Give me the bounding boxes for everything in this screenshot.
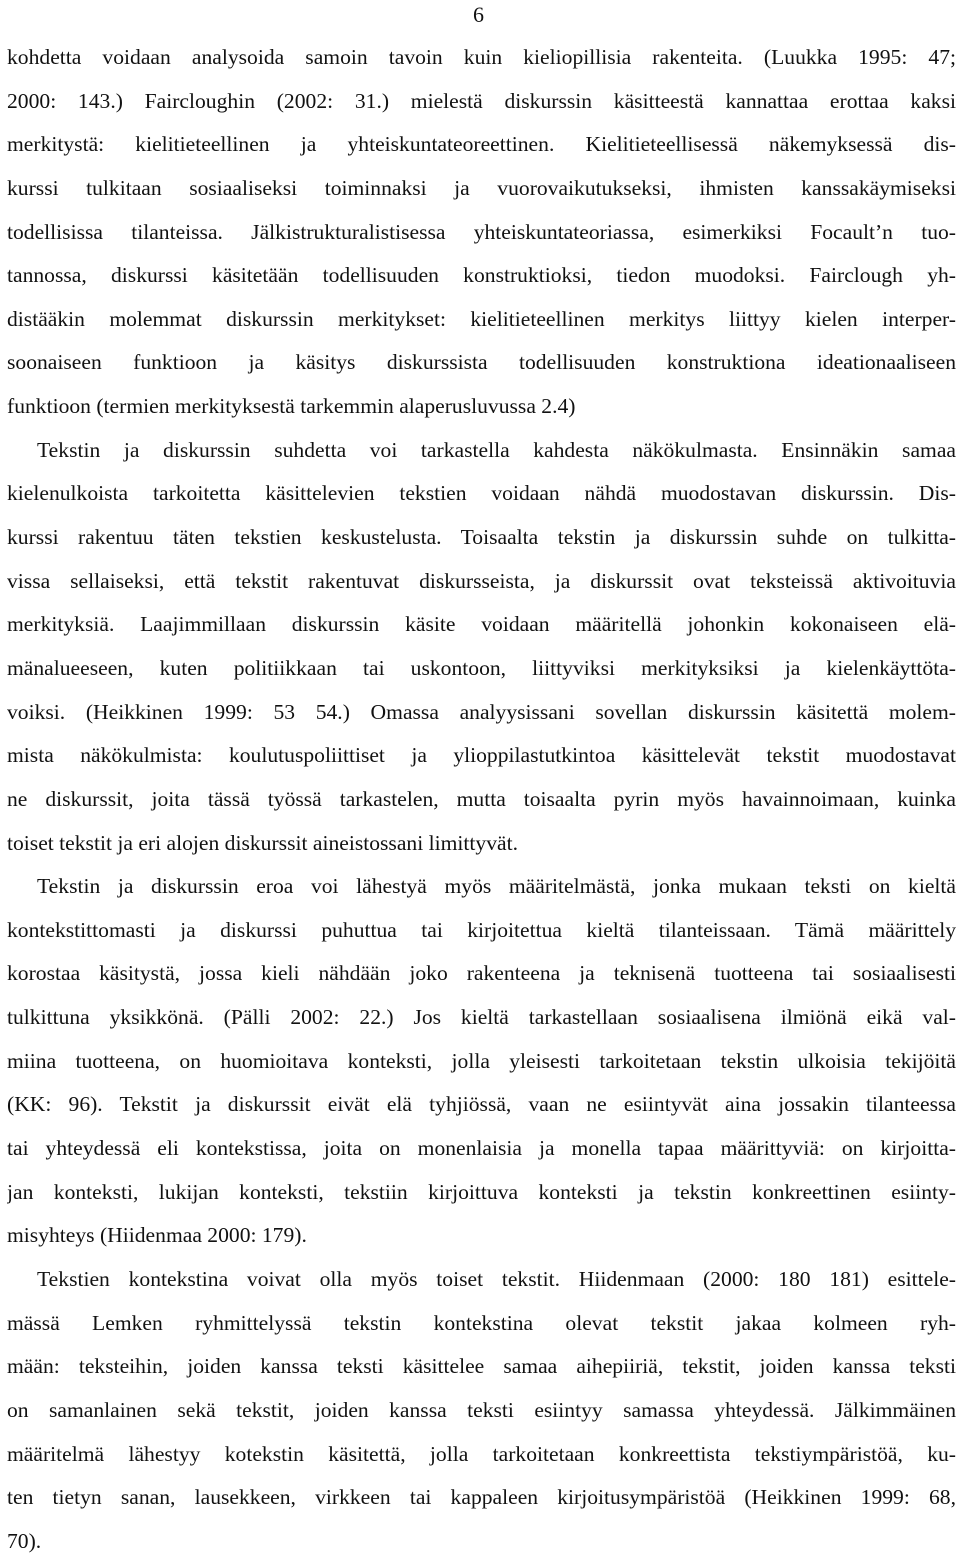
text-line: määritelmä lähestyy kotekstin käsitettä, jolla tarkoitetaan konkreettista tekstiympäristöä, ku- <box>7 1441 956 1466</box>
text-line: kurssi tulkitaan sosiaaliseksi toiminnaksi ja vuorovaikutukseksi, ihmisten kanssakäymiseksi <box>7 175 956 200</box>
text-line: kontekstittomasti ja diskurssi puhuttua tai kirjoitettua kieltä tilanteissaan. Tämä määrittely <box>7 917 956 942</box>
text-line: Tekstin ja diskurssin eroa voi lähestyä myös määritelmästä, jonka mukaan teksti on kieltä <box>37 874 956 899</box>
text-line: funktioon (termien merkityksestä tarkemmin alaperusluvussa 2.4) <box>7 394 576 419</box>
text-line: korostaa käsitystä, jossa kieli nähdään joko rakenteena ja teknisenä tuotteena tai sosiaalisesti <box>7 961 956 986</box>
text-line: mänalueeseen, kuten politiikkaan tai uskontoon, liittyviksi merkityksiksi ja kielenkäyttöta- <box>7 655 956 680</box>
text-line: ten tietyn sanan, lausekkeen, virkkeen tai kappaleen kirjoitusympäristöä (Heikkinen 1999: 68, <box>7 1485 956 1510</box>
text-line: tulkittuna yksikkönä. (Pälli 2002: 22.) Jos kieltä tarkastellaan sosiaalisena ilmiönä eikä val- <box>7 1005 956 1030</box>
text-line: (KK: 96). Tekstit ja diskurssit eivät elä tyhjiössä, vaan ne esiintyvät aina jossakin tilanteessa <box>7 1092 956 1117</box>
text-line: Tekstien kontekstina voivat olla myös toiset tekstit. Hiidenmaan (2000: 180 181) esittele- <box>37 1266 956 1291</box>
text-line: kielenulkoista tarkoitetta käsittelevien tekstien voidaan nähdä muodostavan diskurssin. Dis- <box>7 481 956 506</box>
text-line: tannossa, diskurssi käsitetään todellisuuden konstruktioksi, tiedon muodoksi. Fairclough yh- <box>7 263 956 288</box>
paragraph <box>7 865 956 1258</box>
text-line: miina tuotteena, on huomioitava konteksti, jolla yleisesti tarkoitetaan tekstin ulkoisia tekijöitä <box>7 1048 956 1073</box>
text-line: mään: teksteihin, joiden kanssa teksti käsittelee samaa aihepiiriä, tekstit, joiden kanssa teksti <box>7 1354 956 1379</box>
paragraph <box>7 1258 956 1563</box>
text-line: vissa sellaiseksi, että tekstit rakentuvat diskursseista, ja diskurssit ovat teksteissä aktivoituvia <box>7 568 956 593</box>
text-line: 70). <box>7 1528 42 1553</box>
text-line: kohdetta voidaan analysoida samoin tavoin kuin kieliopillisia rakenteita. (Luukka 1995: 47; <box>7 45 956 69</box>
page-number: 6 <box>473 2 484 27</box>
text-line: soonaiseen funktioon ja käsitys diskurssista todellisuuden konstruktiona ideationaaliseen <box>7 350 956 375</box>
text-line: jan konteksti, lukijan konteksti, tekstiin kirjoittuva konteksti ja tekstin konkreettinen esiinty- <box>7 1179 956 1204</box>
text-line: Tekstin ja diskurssin suhdetta voi tarkastella kahdesta näkökulmasta. Ensinnäkin samaa <box>37 437 956 462</box>
text-line: todellisissa tilanteissa. Jälkistrukturalistisessa yhteiskuntateoriassa, esimerkiksi Focault’n tuo- <box>7 219 956 244</box>
text-line: toiset tekstit ja eri alojen diskurssit aineistossani limittyvät. <box>7 830 518 855</box>
text-line: voiksi. (Heikkinen 1999: 53 54.) Omassa analyysissani sovellan diskurssin käsitettä molem- <box>7 699 956 724</box>
text-line: ne diskurssit, joita tässä työssä tarkastelen, mutta toisaalta pyrin myös havainnoimaan, kuinka <box>7 786 956 811</box>
text-line: distääkin molemmat diskurssin merkitykset: kielitieteellinen merkitys liittyy kielen interper- <box>7 306 956 331</box>
text-line: mässä Lemken ryhmittelyssä tekstin kontekstina olevat tekstit jakaa kolmeen ryh- <box>7 1310 956 1335</box>
paragraph <box>7 429 956 865</box>
document-body <box>7 36 956 1563</box>
paragraph <box>7 36 956 429</box>
text-line: merkityksiä. Laajimmillaan diskurssin käsite voidaan määritellä johonkin kokonaiseen elä- <box>7 612 956 637</box>
text-line: misyhteys (Hiidenmaa 2000: 179). <box>7 1223 307 1248</box>
text-line: on samanlainen sekä tekstit, joiden kanssa teksti esiintyy samassa yhteydessä. Jälkimmäinen <box>7 1397 956 1422</box>
text-line: merkitystä: kielitieteellinen ja yhteiskuntateoreettinen. Kielitieteellisessä näkemyksessä dis- <box>7 132 956 157</box>
text-line: 2000: 143.) Faircloughin (2002: 31.) mielestä diskurssin käsitteestä kannattaa erottaa kaksi <box>7 88 956 113</box>
text-line: tai yhteydessä eli kontekstissa, joita on monenlaisia ja monella tapaa määrittyviä: on kirjoitta- <box>7 1136 956 1161</box>
text-line: mista näkökulmista: koulutuspoliittiset ja ylioppilastutkintoa käsittelevät tekstit muodostavat <box>7 743 956 768</box>
text-line: kurssi rakentuu täten tekstien keskustelusta. Toisaalta tekstin ja diskurssin suhde on tulkitta- <box>7 525 956 550</box>
